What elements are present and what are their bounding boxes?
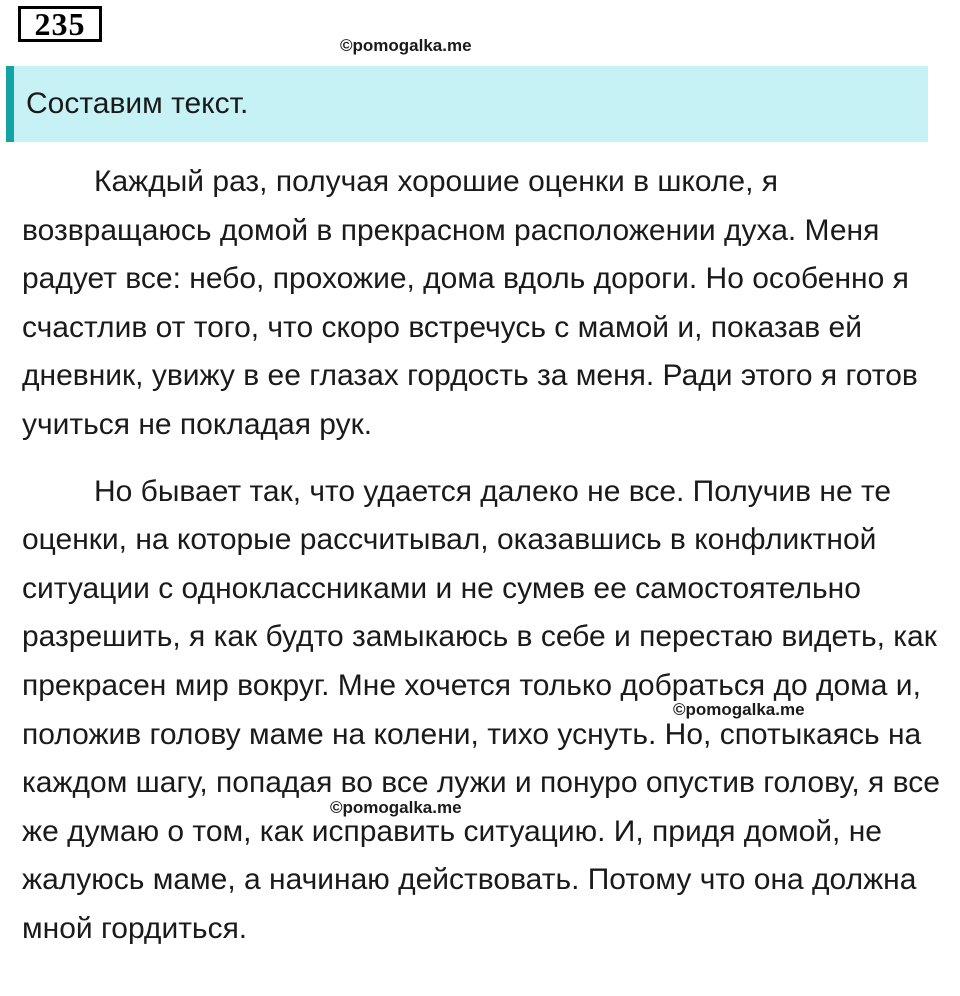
watermark-top: ©pomogalka.me: [340, 36, 472, 55]
task-instruction: Составим текст.: [26, 87, 249, 120]
task-number-box: [18, 6, 102, 42]
task-instruction-banner: [6, 66, 928, 142]
task-number: 235: [34, 6, 86, 42]
watermark-middle: ©pomogalka.me: [673, 700, 805, 719]
paragraph-1: Каждый раз, получая хорошие оценки в школе, я возвращаюсь домой в прекрасном расположении духа. Меня радует все: небо, прохожие, дома вдоль дороги. Но особенно я счастлив от того, что скоро встречусь с мамой и, показав ей дневник, увижу в ее глазах гордость за меня. Ради этого я готов учиться не покладая рук.: [22, 165, 918, 441]
watermark-lower: ©pomogalka.me: [330, 798, 462, 817]
paragraph-2: Но бывает так, что удается далеко не все. Получив не те оценки, на которые рассчитывал, оказавшись в конфликтной ситуации с одноклассниками и не сумев ее самостоятельно разрешить, я как будто замыкаюсь в себе и перестаю видеть, как прекрасен мир вокруг. Мне хочется только добраться до дома и, положив голову маме на колени, тихо уснуть. Но, спотыкаясь на каждом шагу, попадая во все лужи и понуро опустив голову, я все же думаю о том, как исправить ситуацию. И, придя домой, не жалуюсь маме, а начинаю действовать. Потому что она должна мной гордиться.: [22, 474, 940, 945]
answer-text: [22, 158, 952, 954]
